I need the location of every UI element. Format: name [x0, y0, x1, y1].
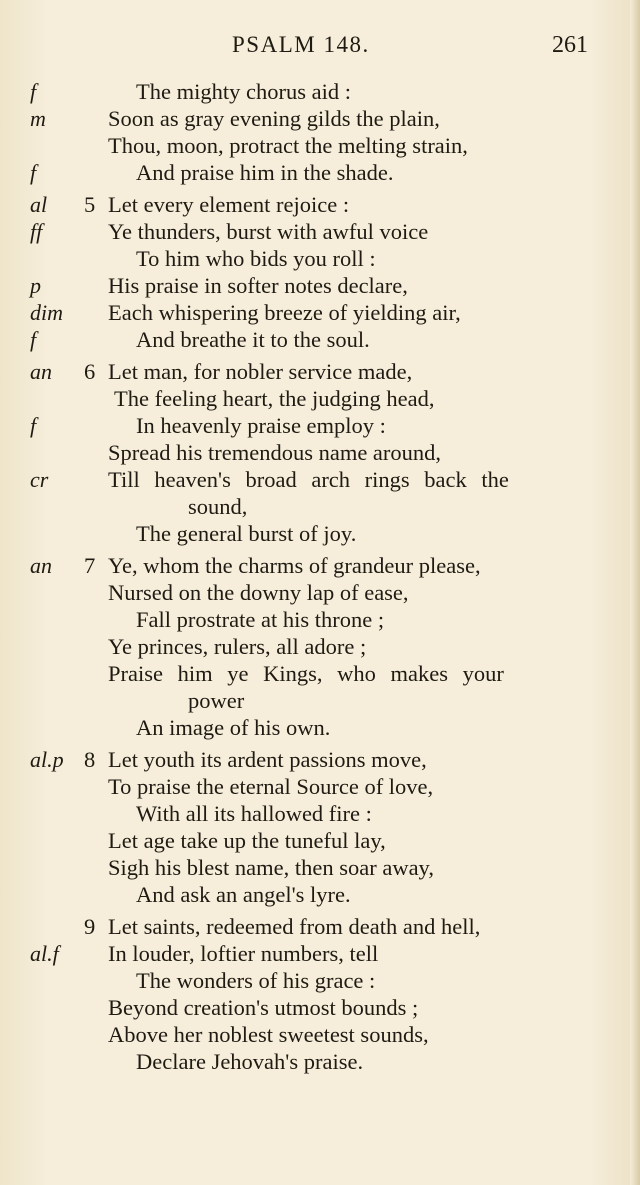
verse-line	[0, 299, 640, 326]
verse-line	[0, 326, 640, 353]
verse-line	[0, 913, 640, 940]
line-text: To him who bids you roll :	[136, 246, 376, 271]
verse-line	[0, 994, 640, 1021]
line-text: Let age take up the tuneful lay,	[108, 828, 386, 853]
verse-line	[0, 439, 640, 466]
line-text: sound,	[188, 494, 248, 519]
verse-line	[0, 245, 640, 272]
line-text: In heavenly praise employ :	[136, 413, 386, 438]
verse-line	[0, 800, 640, 827]
dynamic-mark: cr	[30, 467, 49, 492]
line-text: Ye, whom the charms of grandeur please,	[108, 553, 481, 578]
line-text: Let every element rejoice :	[108, 192, 350, 217]
verse-number: 9	[84, 914, 96, 939]
line-text: And praise him in the shade.	[136, 160, 394, 185]
line-text: In louder, loftier numbers, tell	[108, 941, 379, 966]
verse-line	[0, 579, 640, 606]
line-text: His praise in softer notes declare,	[108, 273, 408, 298]
line-text: With all its hallowed fire :	[136, 801, 372, 826]
verse-line	[0, 358, 640, 385]
page-header	[0, 32, 640, 66]
verse-line	[0, 466, 640, 493]
line-text: Thou, moon, protract the melting strain,	[108, 133, 468, 158]
verse-line	[0, 660, 640, 687]
verse-line	[0, 218, 640, 245]
verse-number: 8	[84, 747, 96, 772]
verse-line	[0, 827, 640, 854]
verse-line	[0, 854, 640, 881]
verse-number: 7	[84, 553, 96, 578]
line-text: And breathe it to the soul.	[136, 327, 370, 352]
hymn-text	[0, 78, 640, 1075]
dynamic-mark: al	[30, 192, 48, 217]
verse-line	[0, 1048, 640, 1075]
verse-line	[0, 191, 640, 218]
line-text: Beyond creation's utmost bounds ;	[108, 995, 419, 1020]
dynamic-mark: m	[30, 106, 46, 131]
page-number: 261	[552, 32, 588, 58]
verse-line	[0, 633, 640, 660]
dynamic-mark: p	[30, 273, 41, 298]
line-text: Let man, for nobler service made,	[108, 359, 413, 384]
line-text: Ye princes, rulers, all adore ;	[108, 634, 367, 659]
page-edge	[630, 0, 640, 1185]
line-text: Ye thunders, burst with awful voice	[108, 219, 429, 244]
verse-line	[0, 412, 640, 439]
dynamic-mark: f	[30, 413, 37, 438]
verse-number: 6	[84, 359, 96, 384]
line-text: Spread his tremendous name around,	[108, 440, 442, 465]
line-text: Above her noblest sweetest sounds,	[108, 1022, 429, 1047]
verse-line	[0, 1021, 640, 1048]
line-text: The mighty chorus aid :	[136, 79, 351, 104]
verse-line	[0, 385, 640, 412]
dynamic-mark: al.f	[30, 941, 59, 966]
line-text: power	[188, 688, 245, 713]
dynamic-mark: dim	[30, 300, 63, 325]
verse-line	[0, 493, 640, 520]
verse-number: 5	[84, 192, 96, 217]
dynamic-mark: f	[30, 79, 37, 104]
line-text: And ask an angel's lyre.	[136, 882, 351, 907]
line-text: Let youth its ardent passions move,	[108, 747, 427, 772]
line-text: Fall prostrate at his throne ;	[136, 607, 385, 632]
verse-line	[0, 606, 640, 633]
dynamic-mark: ff	[30, 219, 43, 244]
dynamic-mark: al.p	[30, 747, 64, 772]
line-text: Nursed on the downy lap of ease,	[108, 580, 409, 605]
dynamic-mark: an	[30, 553, 52, 578]
verse-line	[0, 773, 640, 800]
line-text: The general burst of joy.	[136, 521, 357, 546]
verse-line	[0, 132, 640, 159]
dynamic-mark: f	[30, 160, 37, 185]
line-text: Declare Jehovah's praise.	[136, 1049, 364, 1074]
verse-line	[0, 552, 640, 579]
line-text: An image of his own.	[136, 715, 331, 740]
line-text: The feeling heart, the judging head,	[114, 386, 435, 411]
line-text: Sigh his blest name, then soar away,	[108, 855, 434, 880]
line-text: Each whispering breeze of yielding air,	[108, 300, 461, 325]
line-text: To praise the eternal Source of love,	[108, 774, 434, 799]
line-text: Let saints, redeemed from death and hell,	[108, 914, 481, 939]
verse-line	[0, 78, 640, 105]
verse-line	[0, 714, 640, 741]
verse-line	[0, 881, 640, 908]
line-text: Till heaven's broad arch rings back the	[108, 467, 509, 492]
verse-line	[0, 159, 640, 186]
verse-line	[0, 272, 640, 299]
page-title: PSALM 148.	[232, 32, 370, 57]
dynamic-mark: an	[30, 359, 52, 384]
dynamic-mark: f	[30, 327, 37, 352]
verse-line	[0, 940, 640, 967]
verse-line	[0, 105, 640, 132]
verse-line	[0, 520, 640, 547]
verse-line	[0, 746, 640, 773]
line-text: Praise him ye Kings, who makes your	[108, 661, 504, 686]
verse-line	[0, 967, 640, 994]
line-text: Soon as gray evening gilds the plain,	[108, 106, 440, 131]
line-text: The wonders of his grace :	[136, 968, 376, 993]
verse-line	[0, 687, 640, 714]
